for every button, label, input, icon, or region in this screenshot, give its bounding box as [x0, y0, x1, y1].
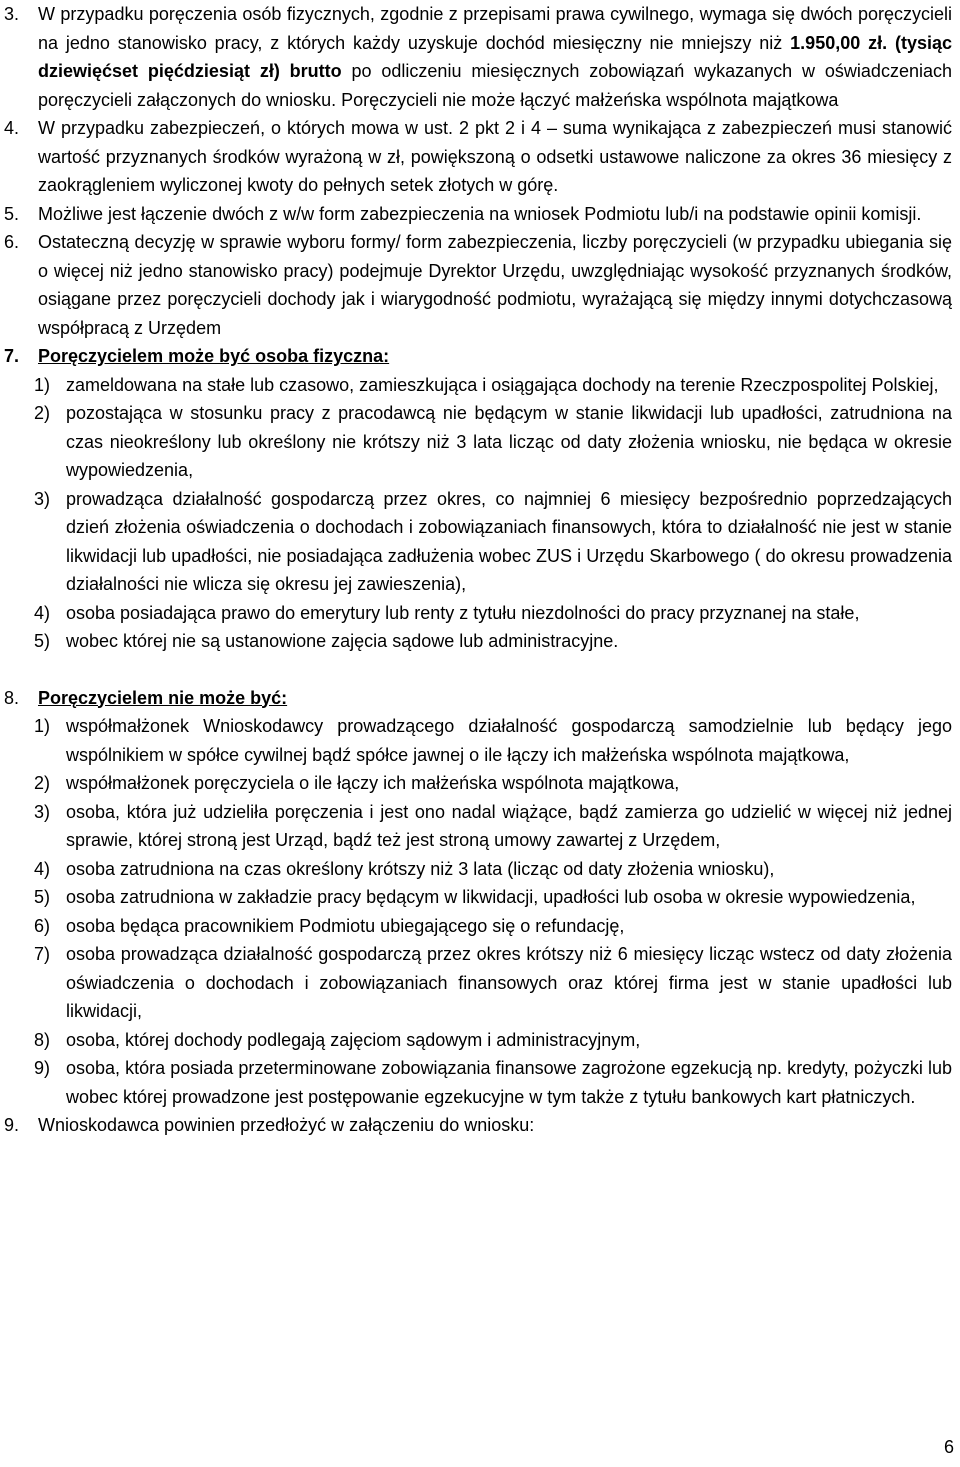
- list-item-number: 3): [34, 488, 51, 509]
- paragraph-number: 4.: [4, 118, 20, 138]
- list-item-text: osoba prowadząca działalność gospodarczą przez okres krótszy niż 6 miesięcy licząc wstecz od daty złożenia oświadczenia o dochodach i zobowiązaniach finansowych oraz której firma jest w stanie upadłości lub likwidacji,: [66, 944, 952, 1021]
- guarantor-allowed-list: [0, 371, 956, 656]
- paragraph-9: [0, 1111, 956, 1140]
- list-item: [0, 712, 956, 769]
- list-item-text: osoba, która posiada przeterminowane zobowiązania finansowe zagrożone egzekucją np. kredyty, pożyczki lub wobec której prowadzone jest postępowanie egzekucyjne w tym także z tytułu bankowych kart płatniczych.: [66, 1058, 952, 1107]
- paragraph-number: 9.: [4, 1115, 20, 1135]
- list-item: [0, 627, 956, 656]
- amount-bold-text: 1.950,00 zł. (tysiąc dziewięćset pięćdziesiąt zł) brutto: [38, 32, 952, 81]
- list-item-number: 3): [34, 801, 51, 822]
- list-item: [0, 371, 956, 400]
- list-item: [0, 599, 956, 628]
- list-item: [0, 485, 956, 599]
- paragraph-text: Ostateczną decyzję w sprawie wyboru formy/ form zabezpieczenia, liczby poręczycieli (w przypadku ubiegania się o więcej niż jedno stanowisko pracy) podejmuje Dyrektor Urzędu, uwzględniając wysokość przyznanych środków, osiągane przez poręczycieli dochody jak i wiarygodność podmiotu, wyrażającą się między innymi dotychczasową współpracą z Urzędem: [38, 232, 952, 338]
- list-item-number: 4): [34, 602, 51, 623]
- list-item: [0, 912, 956, 941]
- list-item: [0, 855, 956, 884]
- spacer: [0, 656, 956, 684]
- list-item-number: 1): [34, 374, 51, 395]
- list-item: [0, 798, 956, 855]
- paragraph-5: [0, 200, 956, 229]
- heading-line: [38, 684, 952, 713]
- guarantor-excluded-list: [0, 712, 956, 1111]
- list-item-text: współmałżonek poręczyciela o ile łączy ich małżeńska wspólnota majątkowa,: [66, 773, 680, 793]
- text-segment: W przypadku poręczenia osób fizycznych, zgodnie z przepisami prawa cywilnego, wymaga się dwóch poręczycieli na jedno stanowisko pracy, z których każdy uzyskuje dochód miesięczny nie mniejszy niż: [38, 4, 952, 53]
- list-item-text: osoba posiadająca prawo do emerytury lub renty z tytułu niezdolności do pracy przyznanej na stałe,: [66, 602, 860, 623]
- paragraph-3: [0, 0, 956, 114]
- list-item-number: 1): [34, 716, 51, 736]
- paragraph-number: 7.: [4, 346, 20, 366]
- list-item: [0, 883, 956, 912]
- list-item-text: współmałżonek Wnioskodawcy prowadzącego działalność gospodarczą samodzielnie lub będący jego wspólnikiem w spółce cywilnej bądź spółce jawnej o ile łączy ich małżeńska wspólnota majątkowa,: [66, 716, 952, 765]
- page-number: 6: [943, 1437, 954, 1457]
- list-item-text: wobec której nie są ustanowione zajęcia sądowe lub administracyjne.: [66, 631, 619, 651]
- paragraph-text: W przypadku zabezpieczeń, o których mowa w ust. 2 pkt 2 i 4 – suma wynikająca z zabezpieczeń musi stanowić wartość przyznanych środków wyrażoną w zł, powiększoną o odsetki ustawowe naliczone za okres 36 miesięcy z zaokrągleniem wyliczonej kwoty do pełnych setek złotych w górę.: [38, 118, 952, 195]
- list-item-text: prowadząca działalność gospodarczą przez okres, co najmniej 6 miesięcy bezpośrednio poprzedzających dzień złożenia oświadczenia o dochodach i zobowiązaniach finansowych, która to działalność nie jest w stanie likwidacji lub upadłości, nie posiadająca zadłużenia wobec ZUS i Urzędu Skarbowego ( do okresu prowadzenia działalności nie wlicza się okresu jej zawieszenia),: [66, 488, 952, 594]
- paragraph-6: [0, 228, 956, 342]
- list-item-text: osoba zatrudniona w zakładzie pracy będącym w likwidacji, upadłości lub osoba w okresie wypowiedzenia,: [66, 887, 916, 907]
- paragraph-7: [0, 342, 956, 371]
- paragraph-text: [38, 0, 952, 114]
- list-item-number: 5): [34, 631, 51, 651]
- list-item-text: osoba zatrudniona na czas określony krótszy niż 3 lata (licząc od daty złożenia wniosku),: [66, 858, 775, 879]
- paragraph-text: Wnioskodawca powinien przedłożyć w załączeniu do wniosku:: [38, 1115, 535, 1135]
- section-heading: Poręczycielem może być osoba fizyczna:: [38, 346, 390, 366]
- paragraph-8: [0, 684, 956, 713]
- paragraph-number: 8.: [4, 687, 20, 708]
- list-item-text: osoba, której dochody podlegają zajęciom sądowym i administracyjnym,: [66, 1029, 641, 1050]
- list-item: [0, 940, 956, 1026]
- list-item-text: zameldowana na stałe lub czasowo, zamieszkująca i osiągająca dochody na terenie Rzeczpospolitej Polskiej,: [66, 374, 939, 395]
- paragraph-number: 3.: [4, 4, 20, 24]
- paragraph-text: Możliwe jest łączenie dwóch z w/w form zabezpieczenia na wniosek Podmiotu lub/i na podstawie opinii komisji.: [38, 203, 922, 224]
- list-item-text: osoba będąca pracownikiem Podmiotu ubiegającego się o refundację,: [66, 915, 625, 936]
- list-item: [0, 1054, 956, 1111]
- text-segment: po odliczeniu miesięcznych zobowiązań wykazanych w oświadczeniach poręczycieli załączonych do wniosku. Poręczycieli nie może łączyć małżeńska wspólnota majątkowa: [38, 61, 952, 110]
- list-item-text: pozostająca w stosunku pracy z pracodawcą nie będącym w stanie likwidacji lub upadłości, zatrudniona na czas nieokreślony lub określony nie krótszy niż 3 lata licząc od daty złożenia wniosku, nie będąca w okresie wypowiedzenia,: [66, 403, 952, 480]
- list-item: [0, 769, 956, 798]
- section-heading: Poręczycielem nie może być:: [38, 687, 288, 708]
- list-item-number: 4): [34, 858, 51, 879]
- list-item: [0, 1026, 956, 1055]
- list-item: [0, 399, 956, 485]
- list-item-text: osoba, która już udzieliła poręczenia i jest ono nadal wiążące, bądź zamierza go udzielić w więcej niż jednej sprawie, której stroną jest Urząd, bądź też jest stroną umowy zawartej z Urzędem,: [66, 801, 952, 850]
- list-item-number: 9): [34, 1058, 51, 1078]
- paragraph-number: 5.: [4, 203, 20, 224]
- list-item-number: 5): [34, 887, 51, 907]
- list-item-number: 2): [34, 773, 51, 793]
- paragraph-number: 6.: [4, 232, 20, 252]
- list-item-number: 8): [34, 1029, 51, 1050]
- list-item-number: 7): [34, 944, 51, 964]
- list-item-number: 2): [34, 403, 51, 423]
- paragraph-4: [0, 114, 956, 200]
- list-item-number: 6): [34, 915, 51, 936]
- heading-line: [38, 342, 952, 371]
